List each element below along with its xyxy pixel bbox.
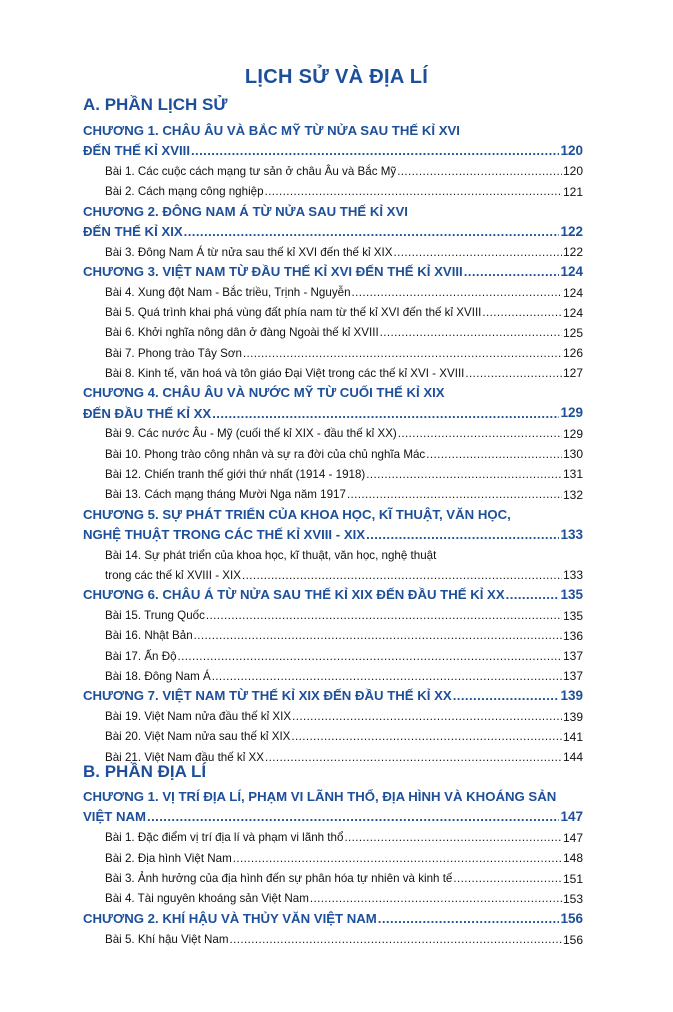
toc-lesson-entry — [105, 279, 583, 299]
toc-chapter-entry — [83, 218, 583, 238]
toc-lesson-entry — [105, 440, 583, 460]
chapter-title: CHƯƠNG 5. SỰ PHÁT TRIỂN CỦA KHOA HỌC, KĨ THUẬT, VĂN HỌC, — [83, 506, 511, 522]
page-number: 141 — [562, 730, 583, 744]
dot-leader — [194, 630, 562, 642]
page-number: 130 — [562, 447, 583, 462]
lesson-title: Bài 2. Địa hình Việt Nam — [105, 851, 232, 865]
dot-leader — [178, 651, 562, 663]
toc-lesson-entry — [105, 703, 583, 723]
page-number: 133 — [560, 526, 583, 542]
dot-leader — [347, 489, 562, 501]
toc-chapter-entry — [83, 258, 583, 278]
toc-lesson-entry — [105, 865, 583, 885]
chapter-title: NGHỆ THUẬT TRONG CÁC THẾ KỈ XVIII - XIX — [83, 526, 366, 542]
lesson-title: Bài 14. Sự phát triển của khoa học, kĩ thuật, văn học, nghệ thuật — [105, 548, 437, 562]
toc-lesson-entry — [105, 339, 583, 359]
dot-leader — [212, 407, 559, 420]
page-number: 121 — [562, 184, 583, 199]
dot-leader — [242, 570, 562, 582]
dot-leader — [265, 752, 562, 764]
dot-leader — [230, 934, 562, 946]
lesson-title: Bài 6. Khởi nghĩa nông dân ở đàng Ngoài thế kỉ XVIII — [105, 326, 379, 340]
toc-lesson-entry — [105, 299, 583, 319]
page-number: 120 — [560, 142, 583, 158]
toc-lesson-entry — [105, 885, 583, 905]
chapter-title: ĐẾN THẾ KỈ XVIII — [83, 142, 190, 158]
toc-chapter-entry — [83, 783, 583, 803]
toc-chapter-entry — [83, 803, 583, 823]
page-number: 137 — [562, 669, 583, 684]
dot-leader — [243, 348, 562, 360]
lesson-title: Bài 10. Phong trào công nhân và sự ra đời của chủ nghĩa Mác — [105, 447, 426, 461]
page-number: 124 — [562, 305, 583, 320]
dot-leader — [453, 689, 560, 702]
lesson-title: Bài 1. Đặc điểm vị trí địa lí và phạm vi lãnh thổ — [105, 831, 344, 845]
toc-chapter-entry — [83, 905, 583, 925]
toc-lesson-entry — [105, 824, 583, 844]
dot-leader — [366, 469, 562, 481]
lesson-title: Bài 9. Các nước Âu - Mỹ (cuối thế kỉ XIX - đầu thế kỉ XX) — [105, 427, 397, 441]
lesson-title: Bài 7. Phong trào Tây Sơn — [105, 346, 242, 360]
toc-lesson-entry — [105, 178, 583, 198]
toc-lesson-entry — [105, 238, 583, 258]
lesson-title: Bài 15. Trung Quốc — [105, 609, 205, 623]
lesson-title: Bài 20. Việt Nam nửa sau thế kỉ XIX — [105, 730, 291, 744]
dot-leader — [398, 428, 562, 440]
dot-leader — [378, 912, 560, 925]
page-number: 147 — [560, 808, 583, 824]
dot-leader — [506, 588, 560, 601]
page-number: 124 — [560, 263, 583, 279]
lesson-title: Bài 16. Nhật Bản — [105, 629, 193, 643]
toc-chapter-entry — [83, 683, 583, 703]
dot-leader — [465, 368, 562, 380]
page-number: 136 — [562, 629, 583, 643]
lesson-title: Bài 18. Đông Nam Á — [105, 669, 211, 683]
page-number: 129 — [560, 405, 583, 421]
lesson-title: Bài 8. Kinh tế, văn hoá và tôn giáo Đại Việt trong các thế kỉ XVI - XVIII — [105, 366, 465, 380]
chapter-title: CHƯƠNG 4. CHÂU ÂU VÀ NƯỚC MỸ TỪ CUỐI THẾ KỈ XIX — [83, 385, 445, 401]
page-number: 156 — [562, 932, 583, 947]
chapter-title: VIỆT NAM — [83, 809, 147, 825]
page-number: 137 — [562, 649, 583, 664]
part-geography-heading: B. PHẦN ĐỊA LÍ — [83, 762, 207, 781]
page-number: 124 — [562, 285, 583, 300]
toc-lesson-entry — [105, 561, 583, 581]
toc-lesson-entry — [105, 541, 583, 561]
page-number: 122 — [562, 245, 583, 260]
chapter-title: CHƯƠNG 1. CHÂU ÂU VÀ BẮC MỸ TỪ NỬA SAU THẾ KỈ XVI — [83, 122, 460, 138]
dot-leader — [352, 287, 562, 299]
toc-lesson-entry — [105, 723, 583, 743]
page-number: 126 — [562, 346, 583, 361]
dot-leader — [291, 731, 562, 743]
dot-leader — [366, 528, 559, 541]
lesson-title: Bài 2. Cách mạng công nghiệp — [105, 185, 264, 198]
toc-lesson-entry — [105, 481, 583, 501]
page-number: 129 — [562, 427, 583, 441]
lesson-title: Bài 17. Ấn Độ — [105, 649, 177, 663]
page-number: 135 — [562, 608, 583, 623]
lesson-title: trong các thế kỉ XVIII - XIX — [105, 568, 241, 582]
dot-leader — [310, 893, 562, 905]
chapter-title: CHƯƠNG 2. KHÍ HẬU VÀ THỦY VĂN VIỆT NAM — [83, 911, 377, 927]
lesson-title: Bài 5. Quá trình khai phá vùng đất phía nam từ thế kỉ XVI đến thế kỉ XVIII — [105, 306, 482, 320]
dot-leader — [265, 186, 562, 198]
lesson-title: Bài 13. Cách mạng tháng Mười Nga năm 1917 — [105, 488, 346, 501]
dot-leader — [426, 449, 562, 461]
dot-leader — [147, 810, 559, 823]
lesson-title: Bài 12. Chiến tranh thế giới thứ nhất (1914 - 1918) — [105, 467, 366, 481]
toc-lesson-entry — [105, 642, 583, 662]
dot-leader — [212, 671, 562, 683]
page-number: 144 — [562, 750, 583, 765]
toc-lesson-entry — [105, 662, 583, 682]
chapter-title: CHƯƠNG 3. VIỆT NAM TỪ ĐẦU THẾ KỈ XVI ĐẾN THẾ KỈ XVIII — [83, 264, 463, 280]
dot-leader — [344, 832, 562, 844]
lesson-title: Bài 4. Xung đột Nam - Bắc triều, Trịnh - Nguyễn — [105, 286, 351, 299]
dot-leader — [393, 247, 561, 259]
page-number: 148 — [562, 851, 583, 866]
page-number: 122 — [560, 223, 583, 239]
toc-lesson-entry — [105, 157, 583, 177]
lesson-title: Bài 5. Khí hậu Việt Nam — [105, 933, 229, 947]
dot-leader — [464, 265, 560, 278]
toc-chapter-entry — [83, 137, 583, 157]
page-number: 120 — [562, 164, 583, 179]
page-number: 125 — [562, 326, 583, 340]
lesson-title: Bài 3. Đông Nam Á từ nửa sau thế kỉ XVI đến thế kỉ XIX — [105, 245, 393, 259]
toc-chapter-entry — [83, 400, 583, 420]
part-history-heading: A. PHẦN LỊCH SỬ — [83, 95, 228, 114]
toc-chapter-entry — [83, 521, 583, 541]
dot-leader — [233, 853, 562, 865]
page-number: 127 — [562, 366, 583, 381]
toc-lesson-entry — [105, 359, 583, 379]
page-number: 139 — [562, 709, 583, 724]
dot-leader — [191, 144, 559, 157]
lesson-title: Bài 4. Tài nguyên khoáng sản Việt Nam — [105, 892, 309, 906]
page-number: 131 — [562, 467, 583, 482]
page-title: LỊCH SỬ VÀ ĐỊA LÍ — [244, 66, 429, 88]
lesson-title: Bài 19. Việt Nam nửa đầu thế kỉ XIX — [105, 710, 292, 724]
chapter-title: ĐẾN ĐẦU THẾ KỈ XX — [83, 405, 212, 421]
page-number: 147 — [562, 830, 583, 845]
dot-leader — [292, 711, 562, 723]
toc-chapter-entry — [83, 380, 583, 400]
chapter-title: ĐẾN THẾ KỈ XIX — [83, 223, 183, 239]
page-number: 153 — [562, 892, 583, 906]
chapter-title: CHƯƠNG 6. CHÂU Á TỪ NỬA SAU THẾ KỈ XIX ĐẾN ĐẦU THẾ KỈ XX — [83, 587, 505, 603]
toc-lesson-entry — [105, 622, 583, 642]
page-number: 135 — [560, 587, 583, 603]
lesson-title: Bài 3. Ảnh hưởng của địa hình đến sự phân hóa tự nhiên và kinh tế — [105, 872, 453, 885]
toc-chapter-entry — [83, 117, 583, 137]
dot-leader — [184, 225, 560, 238]
toc-lesson-entry — [105, 460, 583, 480]
dot-leader — [206, 610, 562, 622]
dot-leader — [453, 873, 562, 885]
toc-lesson-entry — [105, 420, 583, 440]
lesson-title: Bài 21. Việt Nam đầu thế kỉ XX — [105, 750, 264, 764]
page-number: 151 — [562, 871, 583, 886]
page-number: 156 — [560, 910, 583, 926]
chapter-title: CHƯƠNG 7. VIỆT NAM TỪ THẾ KỈ XIX ĐẾN ĐẦU THẾ KỈ XX — [83, 688, 452, 704]
page-number: 132 — [562, 487, 583, 502]
lesson-title: Bài 1. Các cuộc cách mạng tư sản ở châu Âu và Bắc Mỹ — [105, 164, 397, 178]
toc-lesson-entry — [105, 743, 583, 763]
dot-leader — [482, 307, 562, 319]
chapter-title: CHƯƠNG 1. VỊ TRÍ ĐỊA LÍ, PHẠM VI LÃNH THỔ, ĐỊA HÌNH VÀ KHOÁNG SẢN — [83, 788, 557, 804]
toc-lesson-entry — [105, 602, 583, 622]
toc-lesson-entry — [105, 844, 583, 864]
dot-leader — [380, 327, 562, 339]
chapter-title: CHƯƠNG 2. ĐÔNG NAM Á TỪ NỬA SAU THẾ KỈ XVI — [83, 203, 408, 219]
toc-chapter-entry — [83, 501, 583, 521]
toc-chapter-entry — [83, 198, 583, 218]
dot-leader — [397, 166, 562, 178]
toc-lesson-entry — [105, 926, 583, 946]
toc-chapter-entry — [83, 582, 583, 602]
page-number: 133 — [562, 568, 583, 583]
toc-lesson-entry — [105, 319, 583, 339]
page-number: 139 — [560, 688, 583, 704]
